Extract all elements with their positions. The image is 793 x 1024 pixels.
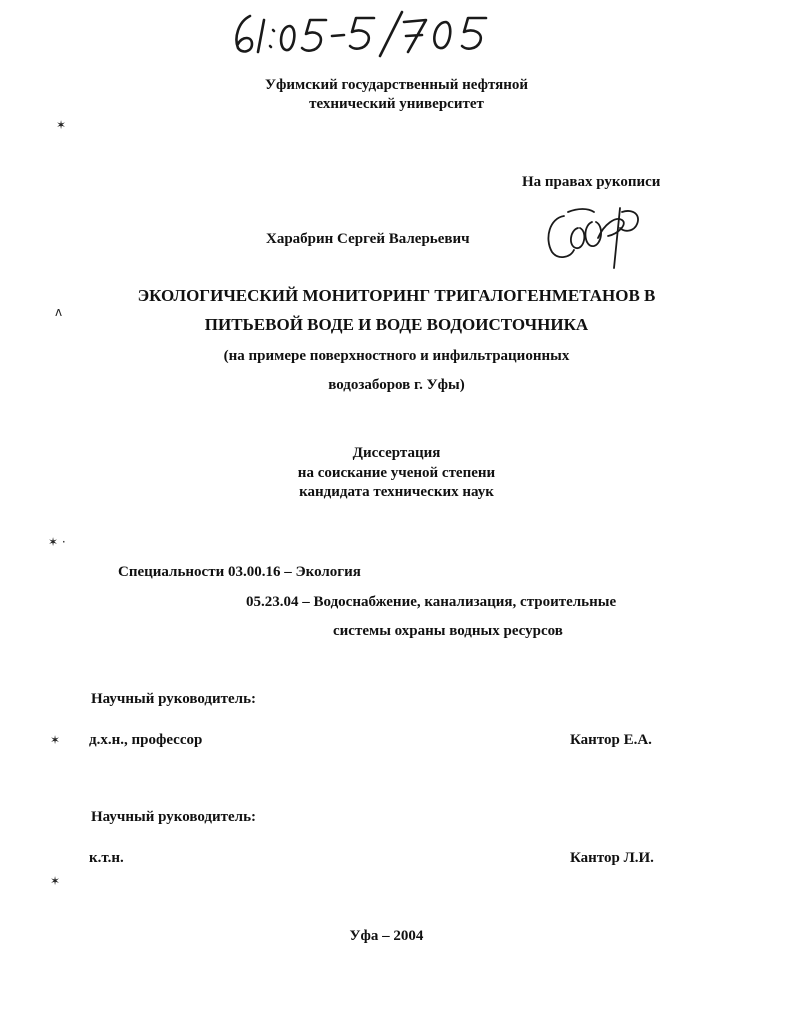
specialties-line-3: системы охраны водных ресурсов (333, 623, 563, 639)
university-line-2: технический университет (309, 96, 484, 112)
specialties-line-2: 05.23.04 – Водоснабжение, канализация, строительные (246, 594, 617, 610)
degree-line-1: Диссертация (352, 445, 441, 461)
supervisor-name: Кантор Л.И. (570, 850, 654, 866)
supervisor-label: Научный руководитель: (91, 809, 256, 825)
degree-line-2: на соискание ученой степени (297, 465, 496, 481)
manuscript-rights: На правах рукописи (522, 174, 661, 190)
supervisor-credentials: к.т.н. (89, 850, 124, 866)
place-and-year: Уфа – 2004 (349, 928, 424, 944)
university-line-1: Уфимский государственный нефтяной (264, 77, 529, 93)
signature (538, 198, 650, 270)
scan-mark-icon: ✶ (56, 118, 67, 132)
scan-mark-icon: ✶ (50, 874, 61, 888)
scan-mark-icon: ʌ (55, 305, 63, 319)
title-line-2: ПИТЬЕВОЙ ВОДЕ И ВОДЕ ВОДОИСТОЧНИКА (204, 315, 589, 334)
supervisor-credentials: д.х.н., профессор (89, 732, 203, 748)
scan-mark-icon: ✶ · (48, 535, 66, 549)
specialties-line-1: Специальности 03.00.16 – Экология (118, 564, 361, 580)
degree-line-3: кандидата технических наук (299, 484, 494, 500)
scan-mark-icon: ✶ (50, 733, 61, 747)
title-line-1: ЭКОЛОГИЧЕСКИЙ МОНИТОРИНГ ТРИГАЛОГЕНМЕТАНОВ В (137, 286, 656, 305)
author-name: Харабрин Сергей Валерьевич (266, 231, 470, 247)
supervisor-label: Научный руководитель: (91, 691, 256, 707)
supervisor-name: Кантор Е.А. (570, 732, 652, 748)
handwritten-archive-number (228, 8, 498, 58)
title-subtitle-line-2: водозаборов г. Уфы) (328, 377, 465, 393)
title-subtitle-line-1: (на примере поверхностного и инфильтрационных (223, 348, 570, 364)
